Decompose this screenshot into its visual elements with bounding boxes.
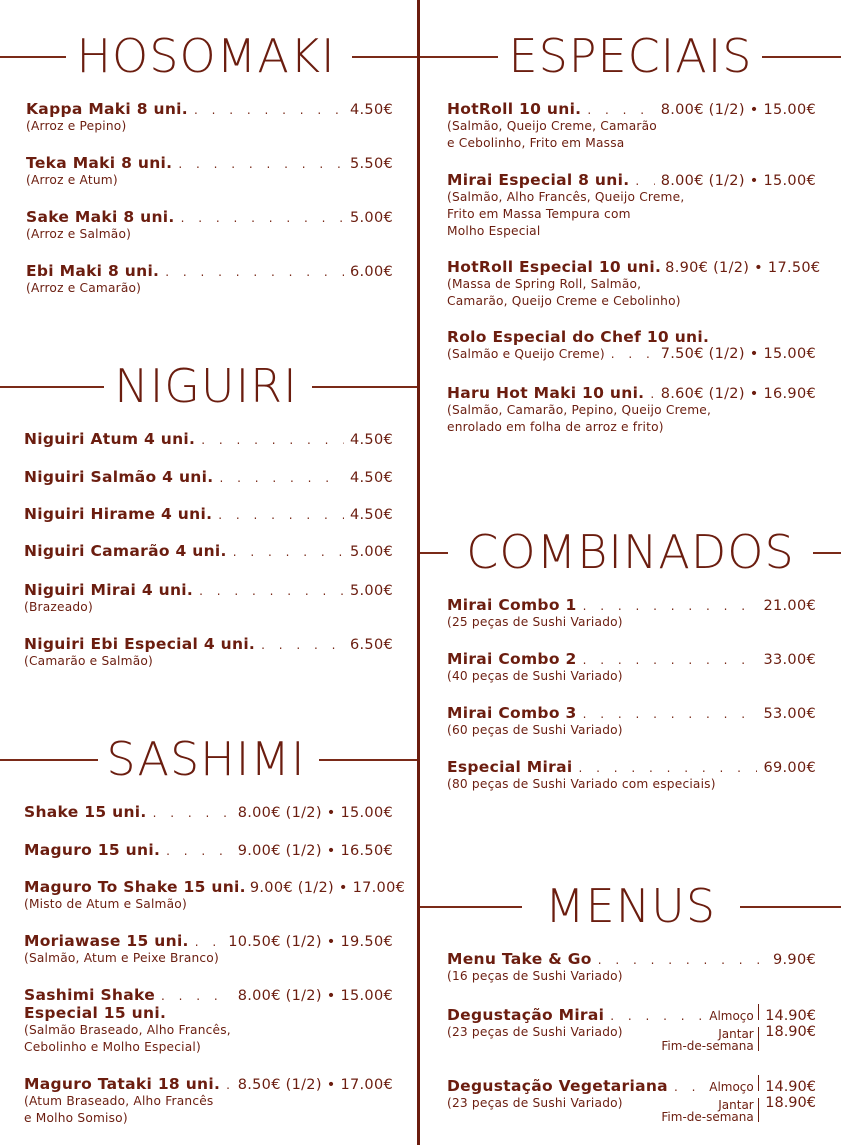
section-niguiri [0, 356, 417, 668]
menu-item [447, 1004, 816, 1052]
item-name: Maguro 15 uni. [24, 841, 161, 859]
item-price: 4.50€ [349, 507, 393, 523]
menu-item [447, 596, 816, 631]
item-name: Mirai Combo 3 [447, 704, 577, 722]
item-desc: (Camarão e Salmão) [24, 654, 153, 668]
item-name: Menu Take & Go [447, 950, 592, 968]
item-desc-cont: Camarão, Queijo Creme e Cebolinho) [447, 294, 681, 308]
item-price: 5.00€ [349, 544, 393, 560]
item-name: Shake 15 uni. [24, 803, 147, 821]
item-name: Niguiri Mirai 4 uni. [24, 581, 194, 599]
item-price: 21.00€ [763, 598, 816, 614]
menu-item [447, 328, 816, 363]
item-desc: (Arroz e Pepino) [26, 119, 127, 133]
dinner-price: 18.90€ [765, 1095, 816, 1111]
section-header [0, 26, 417, 86]
lunch-label: Almoço [709, 1009, 754, 1023]
menu-item [24, 430, 393, 448]
item-price: 9.00€ (1/2) • 16.50€ [237, 843, 393, 859]
section-hosomaki [0, 26, 417, 295]
item-desc-cont: e Cebolinho, Frito em Massa [447, 136, 625, 150]
item-price: 4.50€ [349, 470, 393, 486]
item-desc: (Salmão, Camarão, Pepino, Queijo Creme, [447, 403, 712, 417]
weekend-label: Fim-de-semana [661, 1039, 754, 1053]
section-title: HOSOMAKI [76, 29, 336, 83]
menu-item [24, 542, 393, 560]
item-price: 6.50€ [349, 637, 393, 653]
section-title: ESPECIAIS [508, 29, 753, 83]
item-name: HotRoll Especial 10 uni. [447, 258, 662, 276]
item-price: 53.00€ [763, 706, 816, 722]
item-name: Especial Mirai [447, 758, 573, 776]
item-desc: (60 peças de Sushi Variado) [447, 723, 623, 737]
weekend-label: Fim-de-semana [661, 1110, 754, 1124]
item-price: 8.90€ (1/2) • 17.50€ [665, 260, 821, 276]
item-price: 4.50€ [349, 432, 393, 448]
menu-item [24, 841, 393, 859]
item-desc: (Salmão, Alho Francês, Queijo Creme, [447, 190, 685, 204]
section-header [420, 26, 841, 86]
item-name: Maguro To Shake 15 uni. [24, 878, 246, 896]
item-price: 8.60€ (1/2) • 16.90€ [660, 386, 816, 402]
menu-item [26, 208, 393, 243]
menu-item [447, 650, 816, 685]
item-price: 5.00€ [349, 583, 393, 599]
item-name: Niguiri Ebi Especial 4 uni. [24, 635, 256, 653]
item-name: Teka Maki 8 uni. [26, 154, 173, 172]
menu-item [26, 154, 393, 189]
menu-item [24, 878, 406, 913]
item-desc: (16 peças de Sushi Variado) [447, 969, 623, 983]
item-price: 8.00€ (1/2) • 15.00€ [237, 988, 393, 1004]
menu-item [447, 1075, 816, 1123]
item-desc: (23 peças de Sushi Variado) [447, 1025, 623, 1039]
item-desc-cont: e Molho Somiso) [24, 1111, 128, 1125]
section-header [420, 876, 841, 936]
item-price: 8.50€ (1/2) • 17.00€ [237, 1077, 393, 1093]
item-name: Sake Maki 8 uni. [26, 208, 175, 226]
item-price: 6.00€ [349, 264, 393, 280]
menu-item [447, 258, 821, 310]
dinner-label: Jantar [718, 1027, 754, 1041]
item-name: Ebi Maki 8 uni. [26, 262, 160, 280]
lunch-price: 14.90€ [765, 1079, 816, 1095]
section-header [0, 356, 417, 416]
item-name-cont: Especial 15 uni. [24, 1004, 167, 1022]
item-desc: (Arroz e Camarão) [26, 281, 142, 295]
menu-item [24, 986, 393, 1056]
menu-item [24, 581, 393, 616]
item-price: 33.00€ [763, 652, 816, 668]
item-name: Mirai Combo 1 [447, 596, 577, 614]
menu-item [447, 171, 816, 240]
item-desc-cont: enrolado em folha de arroz e frito) [447, 420, 664, 434]
item-desc: (Arroz e Salmão) [26, 227, 132, 241]
item-price: 69.00€ [763, 760, 816, 776]
menu-item [447, 758, 816, 793]
item-name: Mirai Combo 2 [447, 650, 577, 668]
section-header [0, 729, 417, 789]
item-price: 10.50€ (1/2) • 19.50€ [228, 934, 393, 950]
item-price: 9.00€ (1/2) • 17.00€ [249, 880, 406, 896]
item-desc: (80 peças de Sushi Variado com especiais) [447, 777, 716, 791]
item-name: Niguiri Salmão 4 uni. [24, 468, 214, 486]
item-desc: (Salmão e Queijo Creme) [447, 347, 605, 361]
item-name: Niguiri Hirame 4 uni. [24, 505, 213, 523]
item-name: Niguiri Atum 4 uni. [24, 430, 196, 448]
item-name: Degustação Mirai [447, 1006, 605, 1024]
item-desc: (Misto de Atum e Salmão) [24, 897, 187, 911]
item-price: 5.00€ [349, 210, 393, 226]
item-price: 4.50€ [349, 102, 393, 118]
menu-item [24, 468, 393, 486]
menu-item [26, 100, 393, 135]
item-price: 8.00€ (1/2) • 15.00€ [660, 102, 816, 118]
menu-item [24, 635, 393, 670]
item-desc: (25 peças de Sushi Variado) [447, 615, 623, 629]
menu-item [447, 100, 816, 152]
section-header [420, 522, 841, 582]
menu-item [447, 704, 816, 739]
item-desc: (Atum Braseado, Alho Francês [24, 1094, 214, 1108]
section-menus [420, 876, 841, 1124]
item-price: 5.50€ [349, 156, 393, 172]
menu-item [24, 505, 393, 523]
dinner-price: 18.90€ [765, 1024, 816, 1040]
item-price: 8.00€ (1/2) • 15.00€ [237, 805, 393, 821]
lunch-label: Almoço [709, 1080, 754, 1094]
item-name: Degustação Vegetariana [447, 1077, 668, 1095]
menu-item [26, 262, 393, 297]
section-sashimi [0, 729, 417, 1125]
item-desc: (Brazeado) [24, 600, 93, 614]
menu-item [447, 950, 816, 985]
item-name: Kappa Maki 8 uni. [26, 100, 188, 118]
item-desc: (Salmão, Atum e Peixe Branco) [24, 951, 219, 965]
item-name: Mirai Especial 8 uni. [447, 171, 630, 189]
section-title: COMBINADOS [466, 525, 795, 579]
item-desc: (23 peças de Sushi Variado) [447, 1096, 623, 1110]
item-name: HotRoll 10 uni. [447, 100, 582, 118]
item-desc-cont: Cebolinho e Molho Especial) [24, 1040, 201, 1054]
item-desc: (Massa de Spring Roll, Salmão, [447, 277, 642, 291]
item-price: 9.90€ [772, 952, 816, 968]
item-name: Niguiri Camarão 4 uni. [24, 542, 227, 560]
item-name: Rolo Especial do Chef 10 uni. [447, 328, 710, 346]
item-name: Moriawase 15 uni. [24, 932, 189, 950]
item-desc: (Salmão Braseado, Alho Francês, [24, 1023, 231, 1037]
section-title: NIGUIRI [114, 359, 298, 413]
section-especiais [420, 26, 841, 434]
item-desc-cont: Molho Especial [447, 224, 541, 238]
item-price: 8.00€ (1/2) • 15.00€ [660, 173, 816, 189]
item-price: 7.50€ (1/2) • 15.00€ [660, 346, 816, 362]
dinner-label: Jantar [718, 1098, 754, 1112]
menu-item [24, 803, 393, 821]
item-name: Maguro Tataki 18 uni. [24, 1075, 221, 1093]
section-combinados [420, 522, 841, 791]
section-title: SASHIMI [106, 732, 306, 786]
item-desc: (Arroz e Atum) [26, 173, 118, 187]
item-name: Haru Hot Maki 10 uni. [447, 384, 645, 402]
item-name: Sashimi Shake [24, 986, 156, 1004]
menu-item [24, 1075, 393, 1127]
menu-item [24, 932, 393, 967]
menu-item [447, 384, 816, 436]
item-desc-cont: Frito em Massa Tempura com [447, 207, 631, 221]
item-desc: (Salmão, Queijo Creme, Camarão [447, 119, 657, 133]
lunch-price: 14.90€ [765, 1008, 816, 1024]
item-desc: (40 peças de Sushi Variado) [447, 669, 623, 683]
section-title: MENUS [544, 879, 717, 933]
